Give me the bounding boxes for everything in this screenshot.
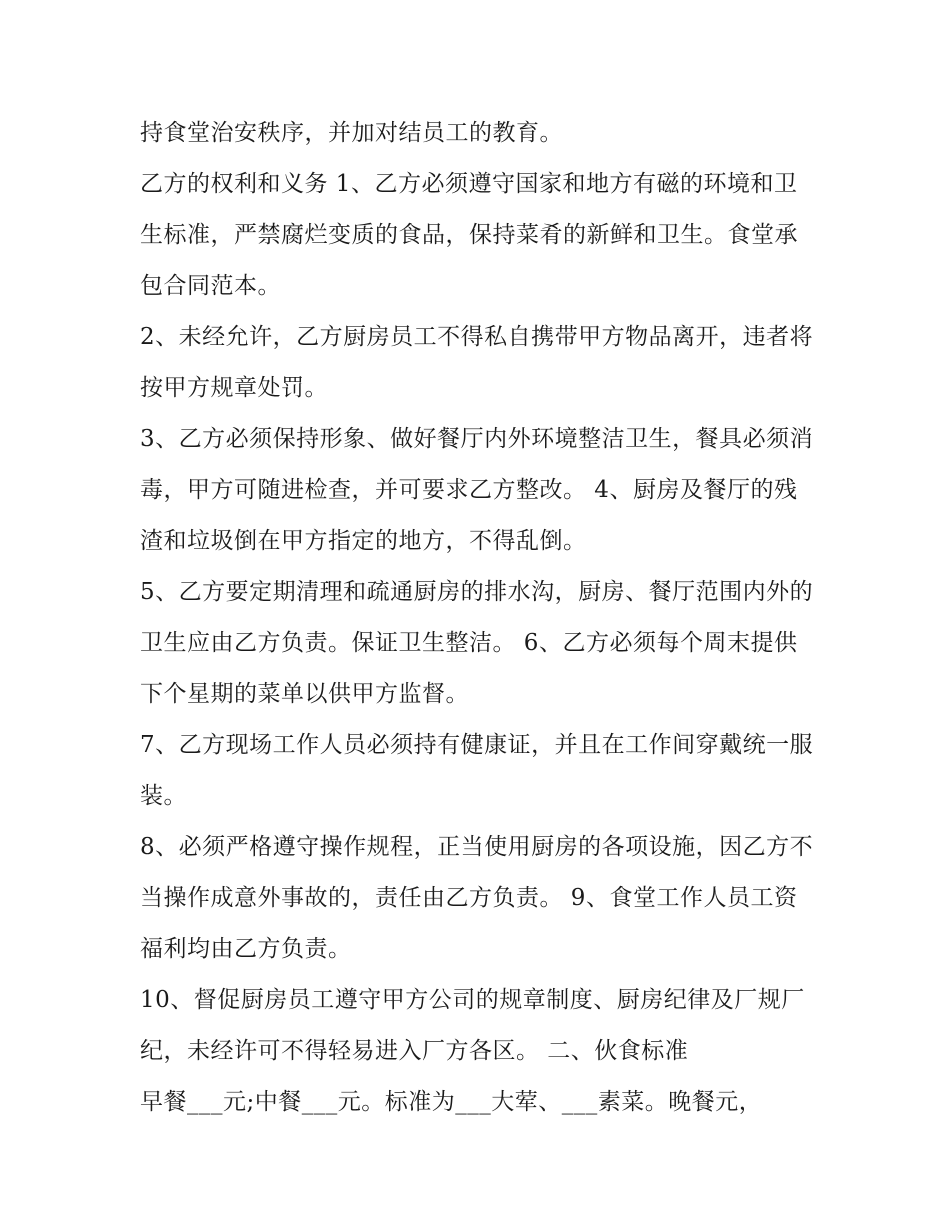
paragraph: 3、乙方必须保持形象、做好餐厅内外环境整洁卫生，餐具必须消毒，甲方可随进检查，并可要求乙方整改。 4、厨房及餐厅的残渣和垃圾倒在甲方指定的地方，不得乱倒。 [140,426,814,554]
paragraph: 5、乙方要定期清理和疏通厨房的排水沟，厨房、餐厅范围内外的卫生应由乙方负责。保证卫生整洁。 6、乙方必须每个周末提供下个星期的菜单以供甲方监督。 [140,579,814,707]
paragraph: 10、督促厨房员工遵守甲方公司的规章制度、厨房纪律及厂规厂纪，未经许可不得轻易进入厂方各区。 二、伙食标准 [140,987,805,1064]
document-body [140,108,820,1128]
paragraph: 持食堂治安秩序，并加对结员工的教育。 [140,120,563,146]
paragraph: 8、必须严格遵守操作规程，正当使用厨房的各项设施，因乙方不当操作成意外事故的，责任由乙方负责。 9、食堂工作人员工资福利均由乙方负责。 [140,834,814,962]
paragraph: 乙方的权利和义务 1、乙方必须遵守国家和地方有磁的环境和卫生标准，严禁腐烂变质的食品，保持菜肴的新鲜和卫生。食堂承包合同范本。 [140,171,798,299]
paragraph: 2、未经允许，乙方厨房员工不得私自携带甲方物品离开，违者将按甲方规章处罚。 [140,324,814,401]
paragraph: 早餐___元;中餐___元。标准为___大荤、___素菜。晚餐元， [140,1089,763,1115]
paragraph: 7、乙方现场工作人员必须持有健康证，并且在工作间穿戴统一服装。 [140,732,814,809]
